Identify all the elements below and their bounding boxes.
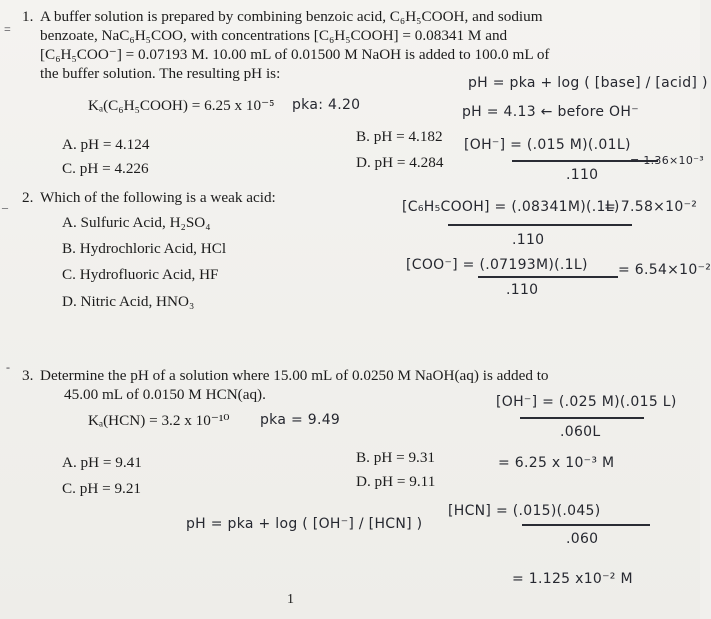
hw-acid-denom: .110 — [512, 232, 545, 248]
hw-pka1: pka: 4.20 — [292, 97, 361, 113]
hw-oh-numer: [OH⁻] = (.015 M)(.01L) — [464, 137, 631, 153]
q2-option-c[interactable]: C. Hydrofluoric Acid, HF — [62, 266, 219, 283]
hw-oh3-denom: .060L — [560, 424, 601, 440]
q3-option-a[interactable]: A. pH = 9.41 — [62, 454, 142, 471]
hw-coo-numer: [COO⁻] = (.07193M)(.1L) — [406, 257, 588, 273]
hw-ph-formula1: pH = pka + log ( [base] / [acid] ) — [468, 75, 708, 91]
q2-option-a[interactable]: A. Sulfuric Acid, H₂SO₄ — [62, 214, 211, 231]
q1-option-d[interactable]: D. pH = 4.284 — [356, 154, 444, 171]
q3-option-b[interactable]: B. pH = 9.31 — [356, 449, 436, 466]
q1-ka: Kₐ(C₆H₅COOH) = 6.25 x 10⁻⁵ — [88, 97, 275, 114]
hw-acid-numer: [C₆H₅COOH] = (.08341M)(.1L) — [402, 199, 620, 215]
q1-option-c[interactable]: C. pH = 4.226 — [62, 160, 149, 177]
q2-number: 2. — [22, 189, 34, 206]
margin-mark: - — [6, 360, 10, 374]
q3-line2: 45.00 mL of 0.0150 M HCN(aq). — [64, 386, 266, 403]
hw-fraction-line — [478, 276, 618, 278]
q2-question: Which of the following is a weak acid: — [40, 189, 276, 206]
hw-acid-result: = 7.58×10⁻² — [604, 199, 698, 215]
hw-hcn-result: = 1.125 x10⁻² M — [512, 571, 633, 587]
hw-hcn-numer: [HCN] = (.015)(.045) — [448, 503, 601, 519]
hw-oh-denom: .110 — [566, 167, 599, 183]
q3-number: 3. — [22, 367, 34, 384]
q1-line4: the buffer solution. The resulting pH is: — [40, 65, 281, 82]
hw-hcn-denom: .060 — [566, 531, 599, 547]
q3-line1: Determine the pH of a solution where 15.00 mL of 0.0250 M NaOH(aq) is added to — [40, 367, 549, 384]
q3-option-c[interactable]: C. pH = 9.21 — [62, 480, 142, 497]
hw-coo-denom: .110 — [506, 282, 539, 298]
margin-mark: _ — [2, 196, 8, 210]
q2-option-d[interactable]: D. Nitric Acid, HNO₃ — [62, 293, 195, 310]
hw-oh-result: = 1.36×10⁻³ — [630, 154, 704, 167]
q1-line1: A buffer solution is prepared by combining benzoic acid, C₆H₅COOH, and sodium — [40, 8, 543, 25]
hw-fraction-line — [522, 524, 650, 526]
q3-ka: Kₐ(HCN) = 3.2 x 10⁻¹⁰ — [88, 412, 230, 429]
q1-line3: [C₆H₅COO⁻] = 0.07193 M. 10.00 mL of 0.01500 M NaOH is added to 100.0 mL of — [40, 46, 550, 63]
q2-option-b[interactable]: B. Hydrochloric Acid, HCl — [62, 240, 227, 257]
hw-coo-result: = 6.54×10⁻² — [618, 262, 711, 278]
hw-ph-result: pH = 4.13 ← before OH⁻ — [462, 104, 639, 120]
hw-oh3-numer: [OH⁻] = (.025 M)(.015 L) — [496, 394, 677, 410]
hw-pka3: pka = 9.49 — [260, 412, 341, 428]
q1-number: 1. — [22, 8, 34, 25]
q1-option-a[interactable]: A. pH = 4.124 — [62, 136, 150, 153]
hw-fraction-line — [448, 224, 632, 226]
hw-oh3-result: = 6.25 x 10⁻³ M — [498, 455, 615, 471]
hw-ph-formula3: pH = pka + log ( [OH⁻] / [HCN] ) — [186, 516, 423, 532]
hw-fraction-line — [520, 417, 644, 419]
margin-mark: = — [4, 22, 11, 36]
q1-line2: benzoate, NaC₆H₅COO, with concentrations [C₆H₅COOH] = 0.08341 M and — [40, 27, 508, 44]
q3-option-d[interactable]: D. pH = 9.11 — [356, 473, 436, 490]
page-number: 1 — [287, 592, 294, 607]
q1-option-b[interactable]: B. pH = 4.182 — [356, 128, 443, 145]
